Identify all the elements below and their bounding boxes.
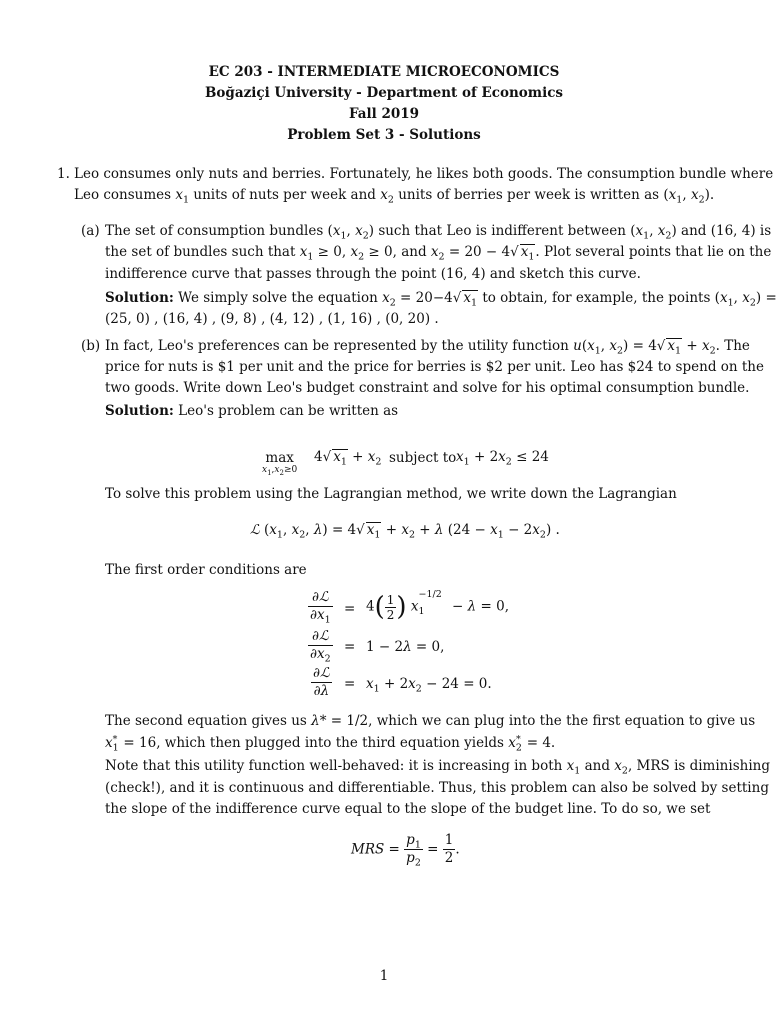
part-a-solution-line-1: Solution: We simply solve the equation $x_2 = 20-4√$ $x_1$ to obtain, for example, the points ($x_1$, $x_2$) =: [105, 290, 777, 309]
lagrangian-equation: ℒ ($x_1$, $x_2$, λ) = 4√ $x_1 + x_2 + \lambda$ $(24 - x_1 - 2x_2)$ .: [250, 522, 560, 541]
term: Fall 2019: [348, 106, 420, 122]
question-text-line-2: Leo consumes $x_1$ units of nuts per week and $x_2$ units of berries per week is written as ($x_1$, $x_2$).: [74, 187, 715, 206]
document-title: Problem Set 3 - Solutions: [287, 127, 481, 143]
part-b-line-2: price for nuts is $1 per unit and the price for berries is $2 per unit. Leo has $24 to spend on the: [105, 359, 764, 375]
max-operator: max $x_1,x_2\ge 0$: [262, 450, 298, 477]
foc-1-lhs: $\frac{\text{∂ℒ}}{\partial x_1}$: [310, 589, 331, 626]
part-a-label: (a): [81, 223, 100, 239]
part-b-line-1: In fact, Leo's preferences can be represented by the utility function $u(x_1$, $x_2) = 4√$ $x_1 + x_2$. The: [105, 338, 750, 357]
lagrangian-intro: To solve this problem using the Lagrangian method, we write down the Lagrangian: [105, 486, 677, 502]
part-b-label: (b): [81, 338, 101, 354]
note-line-2: (check!), and it is continuous and differentiable. Thus, this problem can also be solved by setting: [105, 780, 769, 796]
foc-2-rhs: 1 − 2λ = 0,: [366, 639, 445, 655]
mrs-equation: MRS = $\frac{p_1}{p_2}$ = $\frac{1}{2}$ .: [351, 832, 460, 869]
foc-2-lhs: $\frac{\text{∂ℒ}}{\partial x_2}$: [310, 628, 331, 665]
foc-intro: The first order conditions are: [105, 562, 307, 578]
part-b-solution-intro: Solution: Leo's problem can be written as: [105, 403, 399, 419]
foc-3-rhs: $x_1 + 2x_2 - 24 = 0$.: [366, 676, 492, 695]
part-b-line-3: two goods. Write down Leo's budget constraint and solve for his optimal consumption bundle.: [105, 380, 750, 396]
max-objective: 4√ $x_1 + x_2$: [314, 449, 382, 468]
question-text-line-1: Leo consumes only nuts and berries. Fortunately, he likes both goods. The consumption bundle where: [74, 166, 774, 182]
foc-3-equals: =: [344, 676, 356, 692]
budget-constraint: $x_1 + 2x_2 \le 24$: [456, 449, 549, 468]
subject-to: subject to: [389, 450, 457, 466]
note-line-3: the slope of the indifference curve equal to the slope of the budget line. To do so, we set: [105, 801, 711, 817]
page-number: 1: [379, 968, 389, 984]
foc-3-lhs: $\frac{\text{∂ℒ}}{\partial\lambda}$: [313, 665, 330, 699]
part-a-solution-line-2: (25, 0) , (16, 4) , (9, 8) , (4, 12) , (1, 16) , (0, 20) .: [105, 311, 439, 327]
part-a-line-1: The set of consumption bundles ($x_1$, $x_2$) such that Leo is indifferent between ($x_1$, $x_2$) and (16, 4) is: [105, 223, 772, 242]
university-name: Boğaziçi University - Department of Economics: [204, 85, 564, 101]
part-a-line-2: the set of bundles such that $x_1 \ge 0$, $x_2 \ge 0$, and $x_2 = 20 - 4√$ $x_1$. Plot several points that lie on the: [105, 244, 772, 263]
result-line-2: $x_1^* = 16$, which then plugged into the third equation yields $x_2^* = 4$.: [105, 733, 556, 754]
foc-2-equals: =: [344, 639, 356, 655]
course-title: EC 203 - INTERMEDIATE MICROECONOMICS: [208, 64, 560, 80]
note-line-1: Note that this utility function well-behaved: it is increasing in both $x_1$ and $x_2$, MRS is diminishing: [105, 758, 770, 777]
foc-1-rhs: 4( $\frac{1}{2}$ ) $x_1^{-1/2} - \lambda = 0$,: [366, 589, 510, 622]
part-a-line-3: indifference curve that passes through the point (16, 4) and sketch this curve.: [105, 266, 641, 282]
result-line-1: The second equation gives us λ* = 1/2, which we can plug into the the first equation to give us: [105, 713, 756, 729]
question-number: 1.: [57, 166, 70, 182]
foc-1-equals: =: [344, 601, 356, 617]
